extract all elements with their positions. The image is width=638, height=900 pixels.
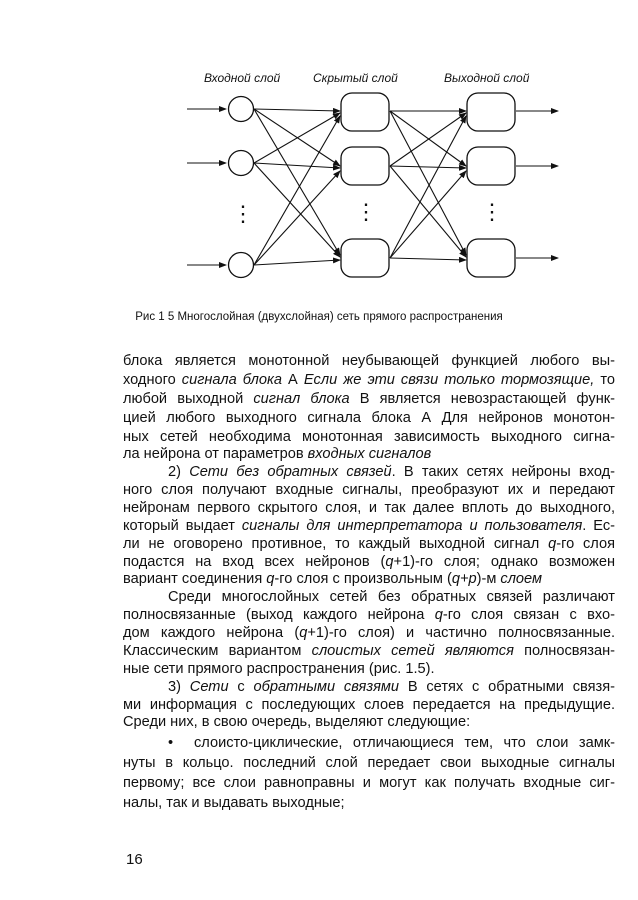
text-line: ла нейрона от параметров входных сигналов: [123, 446, 432, 462]
hidden-output-connections: [390, 111, 466, 260]
text-line: ные сети прямого распространения (рис. 1.5).: [123, 661, 435, 677]
text-line: Среди них, в свою очередь, выделяют следующие:: [123, 714, 471, 730]
hidden-layer-label: Скрытый слой: [313, 71, 398, 85]
output-ellipsis: ⋮: [481, 199, 503, 224]
text-line: Среди многослойных сетей без обратных связей различают: [168, 589, 615, 605]
hidden-ellipsis: ⋮: [355, 199, 377, 224]
hidden-neuron: [341, 239, 389, 277]
text-line: ходного сигнала блока А Если же эти связи только тормозящие, то: [123, 372, 615, 388]
input-neuron: [229, 97, 254, 122]
text-line: полносвязанные (выход каждого нейрона q-го слоя связан с вхо-: [123, 607, 615, 623]
text-line: первому; все слои равноправны и могут как получать входные сиг-: [123, 775, 615, 791]
text-line: налы, так и выдавать выходные;: [123, 795, 345, 811]
output-layer-label: Выходной слой: [444, 71, 530, 85]
text-line: любой выходной сигнал блока В является невозрастающей функ-: [123, 391, 615, 407]
input-hidden-connections: [254, 109, 340, 265]
page-number: 16: [126, 851, 143, 868]
network-diagram: [0, 0, 638, 300]
text-line: ных сетей необходима монотонная зависимость выходного сигна-: [123, 429, 615, 445]
text-line: цией любого выходного сигнала блока А Для нейронов монотон-: [123, 410, 615, 426]
text-line: 3) Сети с обратными связями В сетях с обратными связя-: [168, 679, 615, 695]
text-line: Классическим вариантом слоистых сетей являются полносвязан-: [123, 643, 615, 659]
input-layer-label: Входной слой: [204, 71, 281, 85]
text-line: блока является монотонной неубывающей функцией любого вы-: [123, 353, 615, 369]
text-line: ного слоя получают входные сигналы, преобразуют их и передают: [123, 482, 615, 498]
bullet-marker: •: [168, 735, 174, 751]
text-line: нейронам первого скрытого слоя, и так далее вплоть до выходного,: [123, 500, 615, 516]
input-neuron: [229, 253, 254, 278]
text-line: ми информация с последующих слоев передается на предыдущие.: [123, 697, 615, 713]
hidden-neuron: [341, 93, 389, 131]
output-neuron: [467, 239, 515, 277]
text-line: нуты в кольцо. последний слой передает свои выходные сигналы: [123, 755, 615, 771]
hidden-neuron: [341, 147, 389, 185]
text-line: ли не оговорено противное, то каждый выходной сигнал q-го слоя: [123, 536, 615, 552]
text-line: подастся на вход всех нейронов (q+1)-го слоя; однако возможен: [123, 554, 616, 570]
text-line: 2) Сети без обратных связей. В таких сетях нейроны вход-: [168, 464, 615, 480]
figure-caption: Рис 1 5 Многослойная (двухслойная) сеть прямого распространения: [135, 311, 503, 323]
input-neuron: [229, 151, 254, 176]
text-line: вариант соединения q-го слоя с произвольным (q+p)-м слоем: [123, 571, 543, 587]
output-neuron: [467, 147, 515, 185]
text-line: • слоисто-циклические, отличающиеся тем, что слои замк-: [168, 735, 615, 751]
output-neuron: [467, 93, 515, 131]
text-line: дом каждого нейрона (q+1)-го слоя) и частично полносвязанные.: [123, 625, 615, 641]
text-line: который выдает сигналы для интерпретатора и пользователя. Ес-: [123, 518, 615, 534]
input-ellipsis: ⋮: [232, 201, 254, 226]
